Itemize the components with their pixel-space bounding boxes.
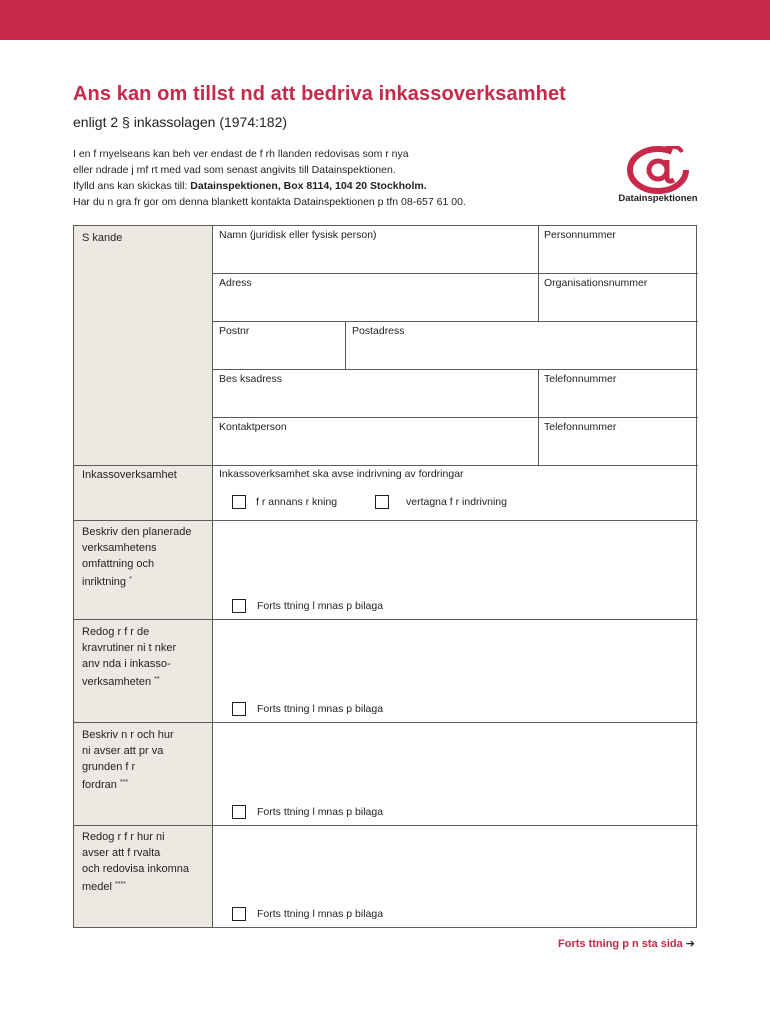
label-text: verksamheten — [82, 676, 152, 688]
divider — [213, 321, 698, 322]
divider — [538, 417, 539, 465]
intro-line-3 — [73, 178, 466, 194]
section-label-forvalta-medel — [82, 829, 189, 895]
inkasso-question: Inkassoverksamhet ska avse indrivning av fordringar — [219, 468, 464, 480]
footnote-mark: ** — [154, 676, 160, 683]
label-text: medel — [82, 881, 112, 893]
checkbox-label-bilaga-2: Forts ttning l mnas p bilaga — [257, 703, 384, 715]
footnote-mark: *** — [119, 779, 129, 786]
field-label-organisationsnummer: Organisationsnummer — [544, 277, 648, 289]
footnote-mark: * — [129, 576, 132, 583]
divider — [538, 369, 539, 417]
form-subtitle: enligt 2 § inkassolagen (1974:182) — [73, 114, 288, 130]
application-form — [73, 225, 697, 928]
label-text: inriktning — [82, 576, 127, 588]
arrow-right-icon: ➔ — [685, 938, 695, 950]
section-divider — [74, 465, 698, 466]
checkbox-annans-rakning[interactable] — [232, 495, 246, 509]
label-line: Redog r f r hur ni — [82, 831, 165, 843]
section-divider — [74, 825, 698, 826]
intro-line-4: Har du n gra fr gor om denna blankett kontakta Datainspektionen p tfn 08-657 61 00. — [73, 196, 466, 208]
logo-text: Datainspektionen — [618, 193, 698, 204]
divider — [538, 273, 539, 321]
intro-line-1: I en f rnyelseans kan beh ver endast de f rh llanden redovisas som r nya — [73, 148, 409, 160]
intro-text — [73, 146, 466, 210]
continue-next-page — [558, 937, 695, 950]
field-label-telefonnummer-2: Telefonnummer — [544, 421, 617, 433]
field-label-personnummer: Personnummer — [544, 229, 616, 241]
intro-line-2: eller ndrade j mf rt med vad som senast angivits till Datainspektionen. — [73, 164, 396, 176]
label-line: Beskriv n r och hur — [82, 729, 174, 741]
section-label-inkassoverksamhet: Inkassoverksamhet — [82, 469, 177, 481]
field-label-adress: Adress — [219, 277, 252, 289]
checkbox-label-bilaga-4: Forts ttning l mnas p bilaga — [257, 908, 384, 920]
header-bar — [0, 0, 770, 40]
divider — [538, 226, 539, 273]
continue-text: Forts ttning p n sta sida — [558, 938, 683, 950]
label-line: Redog r f r de — [82, 626, 150, 638]
label-line: ni avser att pr va — [82, 745, 164, 757]
divider — [213, 417, 698, 418]
label-line — [82, 572, 191, 590]
footnote-mark: **** — [115, 881, 126, 888]
form-title: Ans kan om tillst nd att bedriva inkassoverksamhet — [73, 83, 566, 105]
field-label-telefonnummer-1: Telefonnummer — [544, 373, 617, 385]
divider — [213, 369, 698, 370]
checkbox-label-overtagna-fordringar: vertagna f r indrivning — [406, 496, 507, 508]
label-line — [82, 877, 189, 895]
label-text: fordran — [82, 779, 117, 791]
textarea-forvalta-medel[interactable] — [219, 829, 689, 899]
field-label-kontaktperson: Kontaktperson — [219, 421, 287, 433]
label-line — [82, 672, 176, 690]
label-line: kravrutiner ni t nker — [82, 642, 177, 654]
label-line: omfattning och — [82, 558, 155, 570]
label-line — [82, 775, 174, 793]
label-line: Beskriv den planerade — [82, 526, 192, 538]
checkbox-bilaga-2[interactable] — [232, 702, 246, 716]
field-label-besoksadress: Bes ksadress — [219, 373, 283, 385]
section-label-beskriv-verksamhet — [82, 524, 191, 590]
section-divider — [74, 722, 698, 723]
field-label-postnr: Postnr — [219, 325, 250, 337]
section-label-prova-grunden — [82, 727, 174, 793]
checkbox-label-bilaga-3: Forts ttning l mnas p bilaga — [257, 806, 384, 818]
section-label-kravrutiner — [82, 624, 176, 690]
checkbox-bilaga-1[interactable] — [232, 599, 246, 613]
label-line: verksamhetens — [82, 542, 157, 554]
intro-line-3-prefix: Ifylld ans kan skickas till: — [73, 180, 191, 192]
textarea-kravrutiner[interactable] — [219, 624, 689, 694]
checkbox-label-annans-rakning: f r annans r kning — [256, 496, 338, 508]
label-line: avser att f rvalta — [82, 847, 161, 859]
label-line: anv nda i inkasso- — [82, 658, 171, 670]
checkbox-label-bilaga-1: Forts ttning l mnas p bilaga — [257, 600, 384, 612]
checkbox-bilaga-4[interactable] — [232, 907, 246, 921]
mailing-address: Datainspektionen, Box 8114, 104 20 Stockholm. — [190, 180, 427, 192]
divider — [213, 273, 698, 274]
label-line: grunden f r — [82, 761, 136, 773]
checkbox-bilaga-3[interactable] — [232, 805, 246, 819]
field-label-namn: Namn (juridisk eller fysisk person) — [219, 229, 377, 241]
divider — [345, 321, 346, 369]
label-line: och redovisa inkomna — [82, 863, 190, 875]
field-label-postadress: Postadress — [352, 325, 405, 337]
section-label-sokande: S kande — [82, 232, 123, 244]
section-divider — [74, 619, 698, 620]
textarea-beskriv-verksamhet[interactable] — [219, 524, 689, 590]
textarea-prova-grunden[interactable] — [219, 727, 689, 797]
checkbox-overtagna-fordringar[interactable] — [375, 495, 389, 509]
section-divider — [74, 520, 698, 521]
